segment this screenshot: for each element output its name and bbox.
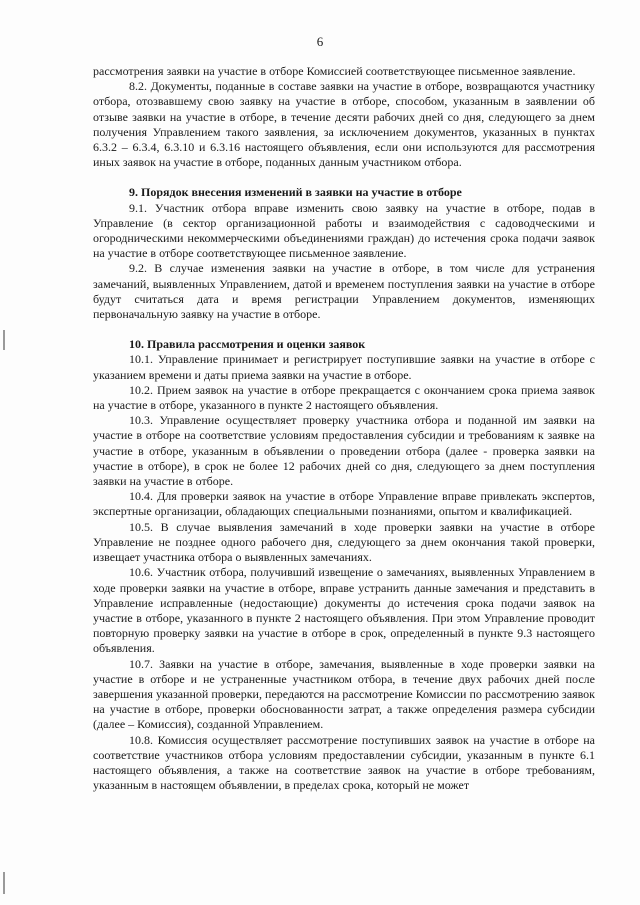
page-number: 6 <box>316 34 324 49</box>
paragraph-9-2: 9.2. В случае изменения заявки на участие в отборе, в том числе для устранения замечаний, выявленных Управлением, датой и временем поступления заявки на участие в отборе будут считаться дата и время регистрации Управлением документов, изменяющих первоначальную заявку на участие в отборе. <box>93 261 595 322</box>
paragraph-10-7: 10.7. Заявки на участие в отборе, замечания, выявленные в ходе проверки заявки на участие в отборе и не устраненные участником отбора, в течение двух рабочих дней после завершения указанной проверки, передаются на рассмотрение Комиссии по рассмотрению заявок на участие в отборе, проверки обоснованности затрат, а также определения размера субсидии (далее – Комиссия), созданной Управлением. <box>93 656 595 732</box>
paragraph-10-1: 10.1. Управление принимает и регистрирует поступившие заявки на участие в отборе с указанием времени и даты приема заявки на участие в отборе. <box>93 352 595 382</box>
paragraph-10-5: 10.5. В случае выявления замечаний в ходе проверки заявки на участие в отборе Управление не позднее одного рабочего дня, следующего за днем окончания такой проверки, извещает участника отбора о выявленных замечаниях. <box>93 519 595 565</box>
section-heading-9: 9. Порядок внесения изменений в заявки на участие в отборе <box>129 185 462 200</box>
scan-edge-mark <box>3 872 5 894</box>
paragraph-10-8: 10.8. Комиссия осуществляет рассмотрение поступивших заявок на участие в отборе на соответствие участников отбора условиям предоставлении субсидии, указанным в пункте 6.1 настоящего объявления, а также на соответствие заявок на участие в отборе требованиям, указанным в настоящем объявлении, в пределах срока, который не может <box>93 732 595 793</box>
paragraph-8-2: 8.2. Документы, поданные в составе заявки на участие в отборе, возвращаются участнику отбора, отозвавшему свою заявку на участие в отборе, способом, указанным в заявлении об отзыве заявки на участие в отборе, в течение десяти рабочих дней со дня, следующего за днем получения Управлением такого заявления, за исключением документов, указанных в пунктах 6.3.2 – 6.3.4, 6.3.10 и 6.3.16 настоящего объявления, если они используются для рассмотрения иных заявок на участие в отборе, поданных данным участником отбора. <box>93 79 595 170</box>
paragraph-9-1: 9.1. Участник отбора вправе изменить свою заявку на участие в отборе, подав в Управление (в сектор организационной работы и взаимодействия с садоводческими и огородническими некоммерческими объединениями граждан) до истечения срока подачи заявок на участие в отборе соответствующее письменное заявление. <box>93 200 595 261</box>
scan-edge-mark <box>3 330 5 350</box>
document-body <box>93 64 595 793</box>
section-heading-10: 10. Правила рассмотрения и оценки заявок <box>129 337 366 352</box>
paragraph-10-3: 10.3. Управление осуществляет проверку участника отбора и поданной им заявки на участие в отборе на соответствие условиям предоставления субсидии и требованиям к заявке на участие в отборе, указанным в объявлении о проведении отбора (далее - проверка заявки на участие в отборе), в срок не более 12 рабочих дней со дня, следующего за днем поступления заявки на участие в отборе. <box>93 413 595 489</box>
paragraph-10-4: 10.4. Для проверки заявок на участие в отборе Управление вправе привлекать экспертов, экспертные организации, обладающих специальными познаниями, опытом и квалификацией. <box>93 489 595 519</box>
paragraph-10-2: 10.2. Прием заявок на участие в отборе прекращается с окончанием срока приема заявок на участие в отборе, указанного в пункте 2 настоящего объявления. <box>93 382 595 413</box>
paragraph-8-1-continuation: рассмотрения заявки на участие в отборе Комиссией соответствующее письменное заявление. <box>93 64 576 78</box>
paragraph-10-6: 10.6. Участник отбора, получивший извещение о замечаниях, выявленных Управлением в ходе проверки заявки на участие в отборе, вправе устранить данные замечания и представить в Управление исправленные (недостающие) документы до истечения срока подачи заявок на участие в отборе, указанного в пункте 2 настоящего объявления. При этом Управление проводит повторную проверку заявки на участие в отборе в срок, определенный в пункте 9.3 настоящего объявления. <box>93 565 595 656</box>
